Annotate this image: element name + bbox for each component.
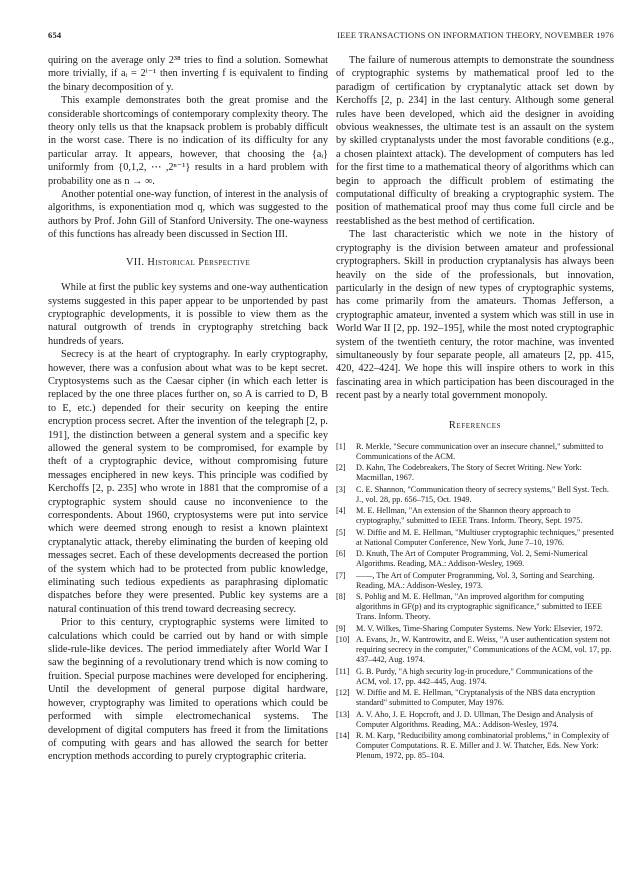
reference-text: G. B. Purdy, "A high security log-in procedure," Communications of the ACM, vol. 17, pp. 442–445, Aug. 1974. [356, 666, 593, 686]
reference-item [336, 506, 614, 526]
running-header [0, 30, 640, 44]
reference-number: [9] [336, 623, 346, 633]
reference-item [336, 571, 614, 591]
reference-text: W. Diffie and M. E. Hellman, "Cryptanalysis of the NBS data encryption standard" submitted to Computer, May 1976. [356, 688, 596, 708]
reference-number: [14] [336, 731, 350, 741]
reference-text: R. M. Karp, "Reducibility among combinatorial problems," in Complexity of Computer Computations. R. E. Miller and J. W. Thatcher, Eds. New York: Plenum, 1972, pp. 85–104. [356, 731, 609, 761]
reference-number: [5] [336, 527, 346, 537]
reference-text: S. Pohlig and M. E. Hellman, "An improved algorithm for computing algorithms in GF(p) and its cryptographic significance," submitted to IEEE Trans. Inform. Theory. [356, 592, 603, 622]
reference-text: D. Knuth, The Art of Computer Programming, Vol. 2, Semi-Numerical Algorithms. Reading, MA.: Addison-Wesley, 1969. [356, 549, 588, 569]
reference-text: C. E. Shannon, "Communication theory of secrecy systems," Bell Syst. Tech. J., vol. 28, pp. 656–715, Oct. 1949. [356, 484, 609, 504]
reference-number: [3] [336, 484, 346, 494]
reference-number: [11] [336, 666, 350, 676]
reference-number: [4] [336, 506, 346, 516]
reference-number: [7] [336, 570, 346, 580]
reference-number: [2] [336, 463, 346, 473]
paragraph: Secrecy is at the heart of cryptography. In early cryptography, however, there was a confusion about what was to be kept secret. Cryptosystems such as the Caesar cipher (in which each letter is replaced by the one three places further on, so A is carried to D, B to E, etc.) depended for their security on keeping the entire encryption process secret. After the invention of the telegraph [2, p. 191], the distinction between a general system and a specific key allowed the general system to be compromised, for example by theft of a cryptographic device, without compromising future messages enciphered in new keys. This principle was codified by Kerchoffs [2, p. 235] who wrote in 1881 that the compromise of a cryptographic system should cause no inconvenience to the correspondents. About 1960, cryptosystems were put into service which were deemed strong enough to resist a known plaintext cryptanalytic attack, thereby eliminating the burden of keeping old messages secret. Each of these developments decreased the portion of the system which had to be protected from public knowledge, eliminating such tedious expedients as paraphrasing diplomatic dispatches before they were presented. Public key systems are a natural continuation of this trend toward decreasing secrecy. [48, 349, 328, 615]
reference-text: M. V. Wilkes, Time-Sharing Computer Systems. New York: Elsevier, 1972. [356, 623, 603, 633]
paragraph: While at first the public key systems and one-way authentication systems suggested in this paper appear to be unportended by past cryptographic developments, it is possible to view them as the natural outgrowth of trends in cryptography stretching back hundreds of years. [48, 282, 328, 347]
reference-item [336, 667, 614, 687]
paragraph: Prior to this century, cryptographic systems were limited to calculations which could be carried out by hand or with simple slide-rule-like devices. The period immediately after World War I saw the beginning of a revolutionary trend which is now coming to fruition. Special purpose machines were developed for enciphering. Until the development of general purpose digital hardware, however, cryptography was limited to operations which could be performed with simple electromechanical systems. The development of digital computers has freed it from the limitations of computing with gears and has allowed the search for better encryption methods according to purely cryptographic criteria. [48, 617, 328, 763]
reference-number: [10] [336, 635, 350, 645]
reference-text: M. E. Hellman, "An extension of the Shannon theory approach to cryptography," submitted to IEEE Trans. Inform. Theory, Sept. 1975. [356, 506, 583, 526]
references-heading: References [448, 419, 502, 431]
paragraph: The failure of numerous attempts to demonstrate the soundness of cryptographic systems by mathematical proof led to the paradigm of certification by cryptanalytic attack set down by Kerchoffs [2, p. 234] in the last century. Although some general rules have been developed, which aid the designer in avoiding obvious weaknesses, the ultimate test is an assault on the system by skilled cryptanalysts under the most favorable conditions (e.g., a chosen plaintext attack). The development of computers has led for the first time to a mathematical theory of algorithms which can begin to approach the difficult problem of estimating the computational difficulty of breaking a cryptographic system. The position of mathematical proof may thus come full circle and be reestablished as the best method of certification. [336, 55, 614, 227]
reference-item [336, 463, 614, 483]
reference-number: [1] [336, 441, 346, 451]
section-title: Historical Perspective [147, 256, 251, 268]
paragraph: This example demonstrates both the great promise and the considerable shortcomings of contemporary complexity theory. The theory only tells us that the knapsack problem is probably difficult in the worst case. There is no indication of its difficulty for any particular array. It appears, however, that choosing the {aᵢ} uniformly from {0,1,2, ⋯ ,2ⁿ⁻¹} results in a hard problem with probability one as n → ∞. [48, 95, 328, 187]
reference-item [336, 549, 614, 569]
right-column [336, 54, 614, 763]
reference-item [336, 624, 614, 634]
reference-item [336, 688, 614, 708]
reference-item [336, 528, 614, 548]
journal-title: IEEE TRANSACTIONS ON INFORMATION THEORY, NOVEMBER 1976 [337, 30, 614, 40]
reference-list [336, 442, 614, 762]
reference-item [336, 731, 614, 761]
reference-text: A. Evans, Jr., W. Kantrowitz, and E. Weiss, "A user authentication system not requiring secrecy in the computer," Communications of the ACM, vol. 17, pp. 437–442, Aug. 1974. [356, 635, 612, 665]
left-column [48, 54, 328, 764]
reference-number: [6] [336, 549, 346, 559]
reference-item [336, 592, 614, 622]
reference-text: R. Merkle, "Secure communication over an insecure channel," submitted to Communications of the ACM. [356, 441, 604, 461]
reference-text: A. V. Aho, J. E. Hopcroft, and J. D. Ullman, The Design and Analysis of Computer Algorithms. Reading, MA.: Addison-Wesley, 1974. [356, 709, 594, 729]
reference-item [336, 635, 614, 665]
section-heading [48, 256, 328, 269]
reference-item [336, 485, 614, 505]
paragraph: The last characteristic which we note in the history of cryptography is the division between amateur and professional cryptographers. Skill in production cryptanalysis has always been heavily on the side of the professionals, but innovation, particularly in the design of new types of cryptographic systems, has come primarily from the amateurs. Thomas Jefferson, a cryptographic amateur, invented a system which was still in use in World War II [2, pp. 192–195], while the most noted cryptographic system of the twentieth century, the rotor machine, was invented simultaneously by four separate people, all amateurs [2, pp. 415, 420, 422–424]. We hope this will inspire others to work in this fascinating area in which participation has been discouraged in the recent past by a nearly total government monopoly. [336, 229, 614, 402]
reference-text: ——, The Art of Computer Programming, Vol. 3, Sorting and Searching. Reading, MA.: Addison-Wesley, 1973. [356, 570, 595, 590]
reference-number: [8] [336, 592, 346, 602]
reference-number: [12] [336, 688, 350, 698]
section-number: VII. [125, 256, 145, 268]
reference-text: W. Diffie and M. E. Hellman, "Multiuser cryptographic techniques," presented at National Computer Conference, New York, June 7–10, 1976. [356, 527, 614, 547]
reference-number: [13] [336, 709, 350, 719]
reference-item [336, 710, 614, 730]
page-number: 654 [48, 30, 62, 40]
paragraph: Another potential one-way function, of interest in the analysis of algorithms, is exponentiation mod q, which was suggested to the authors by Prof. John Gill of Stanford University. The one-wayness of this functions has already been discussed in Section III. [48, 189, 328, 241]
reference-text: D. Kahn, The Codebreakers, The Story of Secret Writing. New York: Macmillan, 1967. [356, 463, 582, 483]
paragraph: quiring on the average only 2³⁸ tries to find a solution. Somewhat more trivially, if aᵢ = 2ⁱ⁻¹ then inverting f is equivalent to finding the binary decomposition of y. [48, 55, 328, 93]
reference-item [336, 442, 614, 462]
